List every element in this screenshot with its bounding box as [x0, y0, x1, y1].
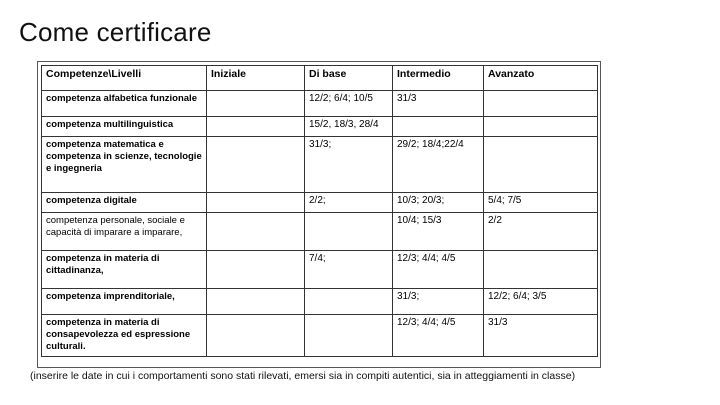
table-row	[42, 91, 598, 117]
cell-intermedio: 31/3	[393, 91, 484, 117]
cell-di-base	[305, 315, 393, 357]
table-header-row	[42, 66, 598, 91]
header-avanzato: Avanzato	[484, 66, 598, 91]
cell-di-base	[305, 289, 393, 315]
table-row	[42, 137, 598, 193]
cell-iniziale	[207, 213, 305, 251]
cell-intermedio: 12/3; 4/4; 4/5	[393, 315, 484, 357]
cell-intermedio: 31/3;	[393, 289, 484, 315]
table-row	[42, 213, 598, 251]
cell-avanzato: 31/3	[484, 315, 598, 357]
header-di-base: Di base	[305, 66, 393, 91]
cell-intermedio: 29/2; 18/4;22/4	[393, 137, 484, 193]
table-row	[42, 289, 598, 315]
row-label: competenza alfabetica funzionale	[42, 91, 207, 117]
table-row	[42, 251, 598, 289]
row-label: competenza personale, sociale e capacità di imparare a imparare,	[42, 213, 207, 251]
table-row	[42, 117, 598, 137]
row-label: competenza in materia di consapevolezza ed espressione culturali.	[42, 315, 207, 357]
competence-table	[41, 65, 598, 357]
cell-iniziale	[207, 137, 305, 193]
footnote: (inserire le date in cui i comportamenti sono stati rilevati, emersi sia in compiti autentici, sia in atteggiamenti in classe)	[30, 370, 576, 382]
cell-iniziale	[207, 193, 305, 213]
row-label: competenza imprenditoriale,	[42, 289, 207, 315]
cell-di-base: 15/2, 18/3, 28/4	[305, 117, 393, 137]
cell-iniziale	[207, 117, 305, 137]
cell-avanzato	[484, 251, 598, 289]
row-label: competenza matematica e competenza in scienze, tecnologie e ingegneria	[42, 137, 207, 193]
header-intermedio: Intermedio	[393, 66, 484, 91]
cell-intermedio: 12/3; 4/4; 4/5	[393, 251, 484, 289]
cell-di-base	[305, 213, 393, 251]
cell-iniziale	[207, 251, 305, 289]
row-label: competenza digitale	[42, 193, 207, 213]
cell-avanzato	[484, 117, 598, 137]
row-label: competenza multilinguistica	[42, 117, 207, 137]
header-competenze-livelli: Competenze\Livelli	[42, 66, 207, 91]
cell-di-base: 7/4;	[305, 251, 393, 289]
cell-di-base: 31/3;	[305, 137, 393, 193]
slide-title: Come certificare	[19, 17, 212, 47]
cell-di-base: 12/2; 6/4; 10/5	[305, 91, 393, 117]
cell-avanzato	[484, 91, 598, 117]
cell-intermedio: 10/3; 20/3;	[393, 193, 484, 213]
cell-avanzato: 5/4; 7/5	[484, 193, 598, 213]
cell-iniziale	[207, 289, 305, 315]
cell-iniziale	[207, 91, 305, 117]
cell-avanzato: 2/2	[484, 213, 598, 251]
table-row	[42, 193, 598, 213]
cell-avanzato: 12/2; 6/4; 3/5	[484, 289, 598, 315]
cell-intermedio	[393, 117, 484, 137]
certification-table-frame	[37, 61, 601, 368]
cell-iniziale	[207, 315, 305, 357]
row-label: competenza in materia di cittadinanza,	[42, 251, 207, 289]
table-row	[42, 315, 598, 357]
header-iniziale: Iniziale	[207, 66, 305, 91]
cell-avanzato	[484, 137, 598, 193]
cell-di-base: 2/2;	[305, 193, 393, 213]
cell-intermedio: 10/4; 15/3	[393, 213, 484, 251]
